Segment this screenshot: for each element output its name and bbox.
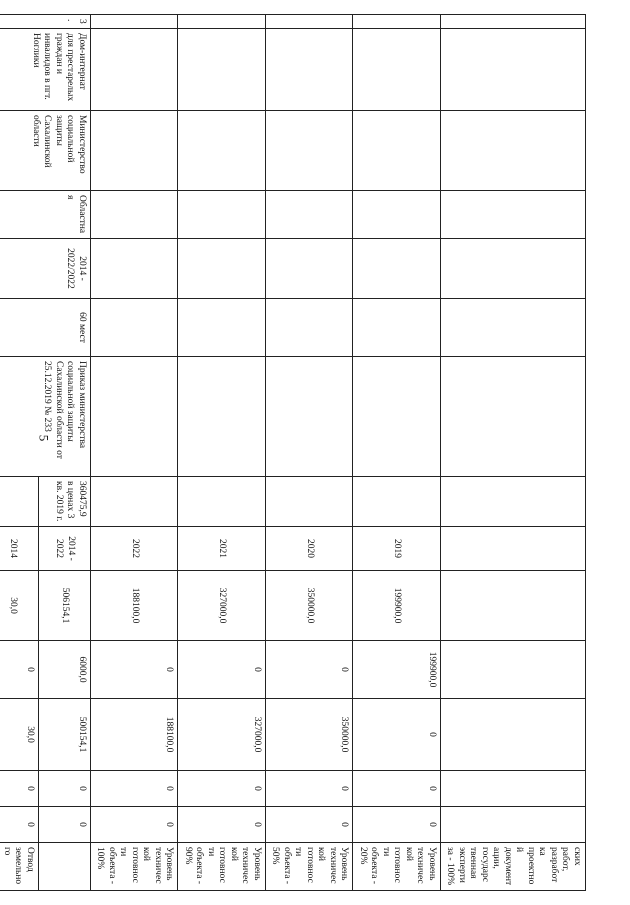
table-row [353,15,441,891]
table-row [39,15,91,891]
local-cell: 0 [178,771,266,807]
year-cell: 2022 [91,527,179,571]
result-cell: Отвод земельного [0,843,39,891]
result-cell: Уровень технической готовности объекта - 50% [266,843,354,891]
rotated-table-container [2,14,586,890]
regional-cell: 0 [353,699,441,771]
year-cell: 2021 [178,527,266,571]
construction-period: 2014 - 2022/2022 [0,239,91,299]
local-cell: 0 [39,771,91,807]
item-number: 3. [0,15,91,29]
regional-cell: 327000,0 [178,699,266,771]
table-row [178,15,266,891]
other-cell: 0 [178,807,266,843]
page-number: 5 [36,434,52,442]
result-cell [39,843,91,891]
year-cell: 2019 [353,527,441,571]
table-row [441,15,586,891]
table-row [91,15,179,891]
federal-cell: 0 [0,641,39,699]
result-cell: Уровень технической готовности объекта - 90% [178,843,266,891]
year-cell: 2014 - 2022 [39,527,91,571]
federal-cell: 0 [266,641,354,699]
regional-cell: 30,0 [0,699,39,771]
other-cell: 0 [353,807,441,843]
customer-name: Министерство социальной защиты Сахалинской области [0,111,91,191]
federal-cell: 199900,0 [353,641,441,699]
ownership-form: Областная [0,191,91,239]
total-cell: 506154,1 [39,571,91,641]
estimated-cost: 360475,9 в ценах 3 кв. 2019 г. [39,477,91,527]
result-cell: Уровень технической готовности объекта - 100% [91,843,179,891]
other-cell: 0 [0,807,39,843]
investment-program-table [0,14,586,891]
other-cell: 0 [266,807,354,843]
local-cell: 0 [266,771,354,807]
federal-cell: 6000,0 [39,641,91,699]
year-cell: 2020 [266,527,354,571]
table-row [266,15,354,891]
other-cell: 0 [39,807,91,843]
federal-cell: 0 [91,641,179,699]
total-cell: 327000,0 [178,571,266,641]
other-cell: 0 [91,807,179,843]
basis-document: Приказ министерства социальной защиты Сахалинской области от 25.12.2019 № 233 [0,357,91,477]
local-cell: 0 [91,771,179,807]
total-cell: 350000,0 [266,571,354,641]
object-name: Дом-интернат для престарелых граждан и инвалидов в пгт. Ноглики [0,29,91,111]
local-cell: 0 [0,771,39,807]
result-cell: ских работ, разработка проектной документации, государственная экспертиза - 100% [441,843,586,891]
regional-cell: 500154,1 [39,699,91,771]
total-cell: 199900,0 [353,571,441,641]
total-cell: 188100,0 [91,571,179,641]
object-capacity: 60 мест [0,299,91,357]
year-cell: 2014 [0,527,39,571]
regional-cell: 350000,0 [266,699,354,771]
regional-cell: 188100,0 [91,699,179,771]
federal-cell: 0 [178,641,266,699]
total-cell: 30,0 [0,571,39,641]
local-cell: 0 [353,771,441,807]
result-cell: Уровень технической готовности объекта - 20% [353,843,441,891]
